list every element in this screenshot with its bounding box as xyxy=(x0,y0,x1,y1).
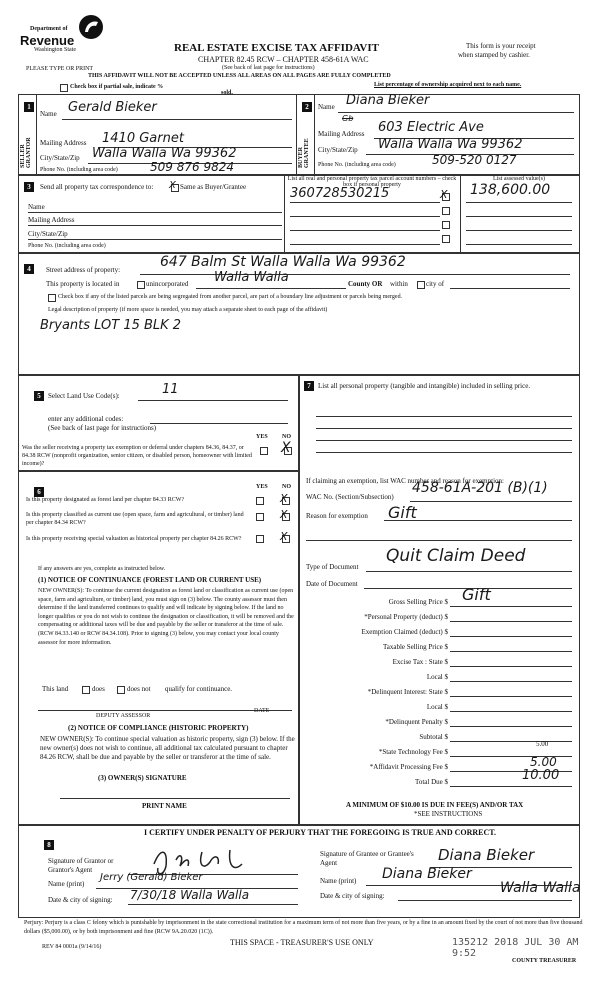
s6-q3-yes-checkbox[interactable] xyxy=(256,535,264,543)
parcel-number-field[interactable]: 360728530215 xyxy=(290,186,390,201)
buyer-mailing-label: Mailing Address xyxy=(318,130,365,138)
owner-signature-label: (3) OWNER(S) SIGNATURE xyxy=(98,774,187,782)
parcel-personal-checkbox-3[interactable] xyxy=(442,221,450,229)
notice-compliance-title: (2) NOTICE OF COMPLIANCE (HISTORIC PROPERTY) xyxy=(68,724,249,732)
grantee-date-field[interactable]: Walla Walla xyxy=(500,880,581,896)
wac-field[interactable]: 458-61A-201 (B)(1) xyxy=(412,480,548,496)
wac-label: WAC No. (Section/Subsection) xyxy=(306,493,394,501)
grantee-signature-label: Signature of Grantee or Grantee's Agent xyxy=(320,850,414,867)
sold-label: sold. xyxy=(221,90,233,96)
s6-q2: Is this property classified as current use (open space, farm and agricultural, or timber) land per chapter 84.34 RCW? xyxy=(26,512,244,526)
reason-label: Reason for exemption xyxy=(306,512,368,520)
grantor-signature-label: Signature of Grantor or Grantor's Agent xyxy=(48,857,114,874)
notice-continuance-body: NEW OWNER(S): To continue the current designation as forest land or classification as current use (open space, farm and agriculture, or timber) land, you must sign on (3) below. The county assessor must then determine if the land transferred continues to qualify and will indicate by signing below. If the land no longer qualifies or you do not wish to continue the designation or classification, it will be removed and the compensating or additional taxes will be due and payable by the seller or transferor at the time of sale. (RCW 84.33.140 or RCW 84.34.108). Prior to signing (3) below, you may contact your local county assessor for more information. xyxy=(38,588,294,646)
street-address-field[interactable]: 647 Balm St Walla Walla Wa 99362 xyxy=(160,254,406,270)
gross-price-field[interactable]: Gift xyxy=(462,585,491,604)
same-as-buyer-check-mark: X xyxy=(169,180,176,191)
section-6-badge: 6 xyxy=(34,487,44,497)
legal-description-label: Legal description of property (if more space is needed, you may attach a separate sheet to each page of the affidavit) xyxy=(48,307,328,313)
partial-sale-checkbox[interactable] xyxy=(60,84,68,92)
city-of-label: city of xyxy=(426,280,445,288)
delinq-interest-state-label: *Delinquent Interest: State $ xyxy=(367,688,448,696)
s6-yes-header: YES xyxy=(256,484,268,490)
dor-logo-mark-icon xyxy=(78,14,104,40)
section-7-badge: 7 xyxy=(304,381,314,391)
section-5-badge: 5 xyxy=(34,391,44,401)
buyer-city-field[interactable]: Walla Walla Wa 99362 xyxy=(378,137,523,152)
page-subtitle: CHAPTER 82.45 RCW – CHAPTER 458-61A WAC xyxy=(198,55,369,64)
perjury-notice: Perjury: Perjury is a class C felony which is punishable by imprisonment in the state correctional institution for a maximum term of not more than five years, or by a fine in an amount fixed by the court of not more than five thousand dollars ($5,000.00), or by both imprisonment and fine (RCW 9A.20.020 (1C)). xyxy=(24,920,583,935)
seller-side-label: SELLER GRANTOR xyxy=(20,137,32,168)
section-1-badge: 1 xyxy=(24,102,34,112)
form-number: REV 84 0001a (9/14/16) xyxy=(42,944,102,950)
grantor-print-label: Name (print) xyxy=(48,880,85,888)
seller-name-field[interactable]: Gerald Bieker xyxy=(68,100,157,115)
grantee-print-field[interactable]: Diana Bieker xyxy=(382,866,472,882)
seller-phone-label: Phone No. (including area code) xyxy=(40,167,118,173)
parcel-personal-check-mark: X xyxy=(440,188,448,201)
warning-text: THIS AFFIDAVIT WILL NOT BE ACCEPTED UNLESS ALL AREAS ON ALL PAGES ARE FULLY COMPLETED xyxy=(88,73,391,79)
unincorporated-label: unincorporated xyxy=(146,280,189,288)
total-due-label: Total Due $ xyxy=(415,778,448,786)
agency-line2: Revenue xyxy=(20,33,75,48)
tech-fee-label: *State Technology Fee $ xyxy=(378,748,448,756)
reason-field[interactable]: Gift xyxy=(388,503,417,522)
s6-q2-yes-checkbox[interactable] xyxy=(256,513,264,521)
treasurer-stamp: 135212 2018 JUL 30 AM 9:52 xyxy=(452,937,579,959)
personal-deduct-label: *Personal Property (deduct) $ xyxy=(364,613,448,621)
section-8-badge: 8 xyxy=(44,840,54,850)
same-as-buyer-label: Same as Buyer/Grantee xyxy=(180,183,247,191)
gross-price-label: Gross Selling Price $ xyxy=(388,598,448,606)
certify-statement: I CERTIFY UNDER PENALTY OF PERJURY THAT THE FOREGOING IS TRUE AND CORRECT. xyxy=(144,828,497,837)
buyer-phone-field[interactable]: 509-520 0127 xyxy=(432,153,517,167)
if-yes-note: If any answers are yes, complete as instructed below. xyxy=(38,566,166,572)
total-due-field[interactable]: 10.00 xyxy=(522,768,560,783)
taxable-price-label: Taxable Selling Price $ xyxy=(382,643,448,651)
affidavit-fee-label: *Affidavit Processing Fee $ xyxy=(369,763,448,771)
section-3-badge: 3 xyxy=(24,182,34,192)
land-does-not-label: does not xyxy=(127,685,151,693)
this-land-label: This land xyxy=(42,685,69,693)
see-instructions-note: *SEE INSTRUCTIONS xyxy=(414,810,483,818)
exemption-deduct-label: Exemption Claimed (deduct) $ xyxy=(361,628,448,636)
buyer-name-label: Name xyxy=(318,103,335,111)
buyer-phone-label: Phone No. (including area code) xyxy=(318,162,396,168)
within-city-checkbox[interactable] xyxy=(417,281,425,289)
exemption-question: Was the seller receiving a property tax exemption or deferral under chapters 84.36, 84.37, or 84.38 RCW (nonprofit organization, senior citizen, or disabled person, homeowner with limited income)? xyxy=(22,445,252,467)
print-name-label: PRINT NAME xyxy=(142,802,187,810)
s6-no-header: NO xyxy=(282,484,291,490)
excise-state-label: Excise Tax : State $ xyxy=(392,658,448,666)
partial-sale-label: Check box if partial sale, indicate % xyxy=(70,84,164,90)
s6-q3: Is this property receiving special valuation as historical property per chapter 84.26 RCW? xyxy=(26,536,242,542)
buyer-city-label: City/State/Zip xyxy=(318,146,358,154)
seller-city-field[interactable]: Walla Walla Wa 99362 xyxy=(92,146,237,161)
parcel-header: List all real and personal property tax parcel account numbers – check box if personal property xyxy=(287,176,457,188)
county-treasurer-label: COUNTY TREASURER xyxy=(512,958,577,964)
treasurer-space-label: THIS SPACE - TREASURER'S USE ONLY xyxy=(230,938,374,947)
instructions-note: (See back of last page for instructions) xyxy=(222,65,315,71)
section-4-badge: 4 xyxy=(24,264,34,274)
segregated-label: Check box if any of the listed parcels are being segregated from another parcel, are part of a boundary line adjustment or parcels being merged. xyxy=(58,294,403,300)
s5-exemption-no-check-mark: X xyxy=(281,440,291,456)
additional-codes-label: enter any additional codes: xyxy=(48,415,124,423)
grantor-date-field[interactable]: 7/30/18 Walla Walla xyxy=(130,888,250,902)
agency-line3: Washington State xyxy=(34,47,77,53)
deputy-assessor-label: DEPUTY ASSESSOR xyxy=(96,713,151,719)
grantor-print-field[interactable]: Jerry (Gerald) Bieker xyxy=(100,872,203,883)
grantee-signature-field[interactable]: Diana Bieker xyxy=(438,846,535,864)
parcel-personal-checkbox-4[interactable] xyxy=(442,235,450,243)
notice-continuance-title: (1) NOTICE OF CONTINUANCE (FOREST LAND OR CURRENT USE) xyxy=(38,576,262,584)
county-field[interactable]: Walla Walla xyxy=(214,270,289,285)
legal-description-field[interactable]: Bryants LOT 15 BLK 2 xyxy=(40,318,182,333)
delinq-penalty-label: *Delinquent Penalty $ xyxy=(385,718,448,726)
located-in-label: This property is located in xyxy=(46,280,120,288)
send-correspondence-label: Send all property tax correspondence to: xyxy=(40,183,154,191)
s3-name-label: Name xyxy=(28,203,45,211)
s6-q1: Is this property designated as forest land per chapter 84.33 RCW? xyxy=(26,497,185,503)
grantor-date-label: Date & city of signing: xyxy=(48,896,113,904)
section-2-badge: 2 xyxy=(302,102,312,112)
s6-q3-no-mark: X xyxy=(280,530,288,543)
delinq-interest-local-label: Local $ xyxy=(426,703,448,711)
ownership-label: List percentage of ownership acquired next to each name. xyxy=(374,82,522,88)
exemption-claim-label: If claiming an exemption, list WAC number and reason for exemption: xyxy=(306,477,504,485)
s5-no-header: NO xyxy=(282,434,291,440)
receipt-note-1: This form is your receipt xyxy=(466,42,536,50)
seller-city-label: City/State/Zip xyxy=(40,154,80,162)
seller-name-label: Name xyxy=(40,110,57,118)
land-does-not-checkbox[interactable] xyxy=(117,686,125,694)
grantee-date-label: Date & city of signing: xyxy=(320,892,385,900)
tech-fee-value: 5.00 xyxy=(536,740,549,748)
subtotal-label: Subtotal $ xyxy=(419,733,448,741)
seller-phone-field[interactable]: 509 876 9824 xyxy=(150,160,234,174)
affidavit-fee-field[interactable]: 5.00 xyxy=(530,755,557,769)
seller-mailing-field[interactable]: 1410 Garnet xyxy=(102,131,184,146)
s3-mailing-label: Mailing Address xyxy=(28,216,75,224)
page-title: REAL ESTATE EXCISE TAX AFFIDAVIT xyxy=(174,42,379,54)
qualify-label: qualify for continuance. xyxy=(165,685,233,693)
doc-date-label: Date of Document xyxy=(306,580,358,588)
assessed-value-field[interactable]: 138,600.00 xyxy=(470,182,551,198)
within-label: within xyxy=(390,280,408,288)
parcel-personal-checkbox-2[interactable] xyxy=(442,207,450,215)
please-type: PLEASE TYPE OR PRINT xyxy=(26,66,94,72)
county-or-label: County OR xyxy=(348,280,383,288)
s5-exemption-yes-checkbox[interactable] xyxy=(260,447,268,455)
buyer-mailing-field[interactable]: 603 Electric Ave xyxy=(378,120,484,135)
agency-line1: Department of xyxy=(30,26,68,32)
s3-phone-label: Phone No. (including area code) xyxy=(28,243,106,249)
land-does-label: does xyxy=(92,685,105,693)
s5-yes-header: YES xyxy=(256,434,268,440)
doc-type-field[interactable]: Quit Claim Deed xyxy=(386,546,526,566)
s6-q2-no-mark: X xyxy=(280,508,288,521)
segregated-checkbox[interactable] xyxy=(48,294,56,302)
s3-city-label: City/State/Zip xyxy=(28,230,68,238)
land-use-field[interactable]: 11 xyxy=(162,382,179,397)
notice-compliance-body: NEW OWNER(S): To continue special valuation as historic property, sign (3) below. If the new owner(s) does not wish to continue, all additional tax calculated pursuant to chapter 84.26 RCW, shall be due and payable by the seller or transferor at the time of sale. xyxy=(40,735,295,761)
land-use-see-back: (See back of last page for instructions) xyxy=(48,424,157,432)
land-does-checkbox[interactable] xyxy=(82,686,90,694)
assessed-header: List assessed value(s) xyxy=(493,176,545,182)
land-use-label: Select Land Use Code(s): xyxy=(48,392,120,400)
buyer-side-label: BUYER GRANTEE xyxy=(298,138,310,168)
deputy-date-label: DATE xyxy=(254,708,270,714)
seller-mailing-label: Mailing Address xyxy=(40,139,87,147)
buyer-name-extra: Gb xyxy=(342,114,354,123)
s6-q1-yes-checkbox[interactable] xyxy=(256,497,264,505)
s6-q1-no-mark: X xyxy=(280,492,288,505)
dor-logo xyxy=(20,14,100,52)
personal-property-label: List all personal property (tangible and intangible) included in selling price. xyxy=(318,382,531,390)
grantee-print-label: Name (print) xyxy=(320,877,357,885)
receipt-note-2: when stamped by cashier. xyxy=(458,51,530,59)
doc-type-label: Type of Document xyxy=(306,563,359,571)
buyer-name-field[interactable]: Diana Bieker xyxy=(346,93,430,108)
minimum-due-note: A MINIMUM OF $10.00 IS DUE IN FEE(S) AND/OR TAX xyxy=(346,801,524,809)
unincorporated-checkbox[interactable] xyxy=(137,281,145,289)
excise-local-label: Local $ xyxy=(426,673,448,681)
street-address-label: Street address of property: xyxy=(46,266,121,274)
